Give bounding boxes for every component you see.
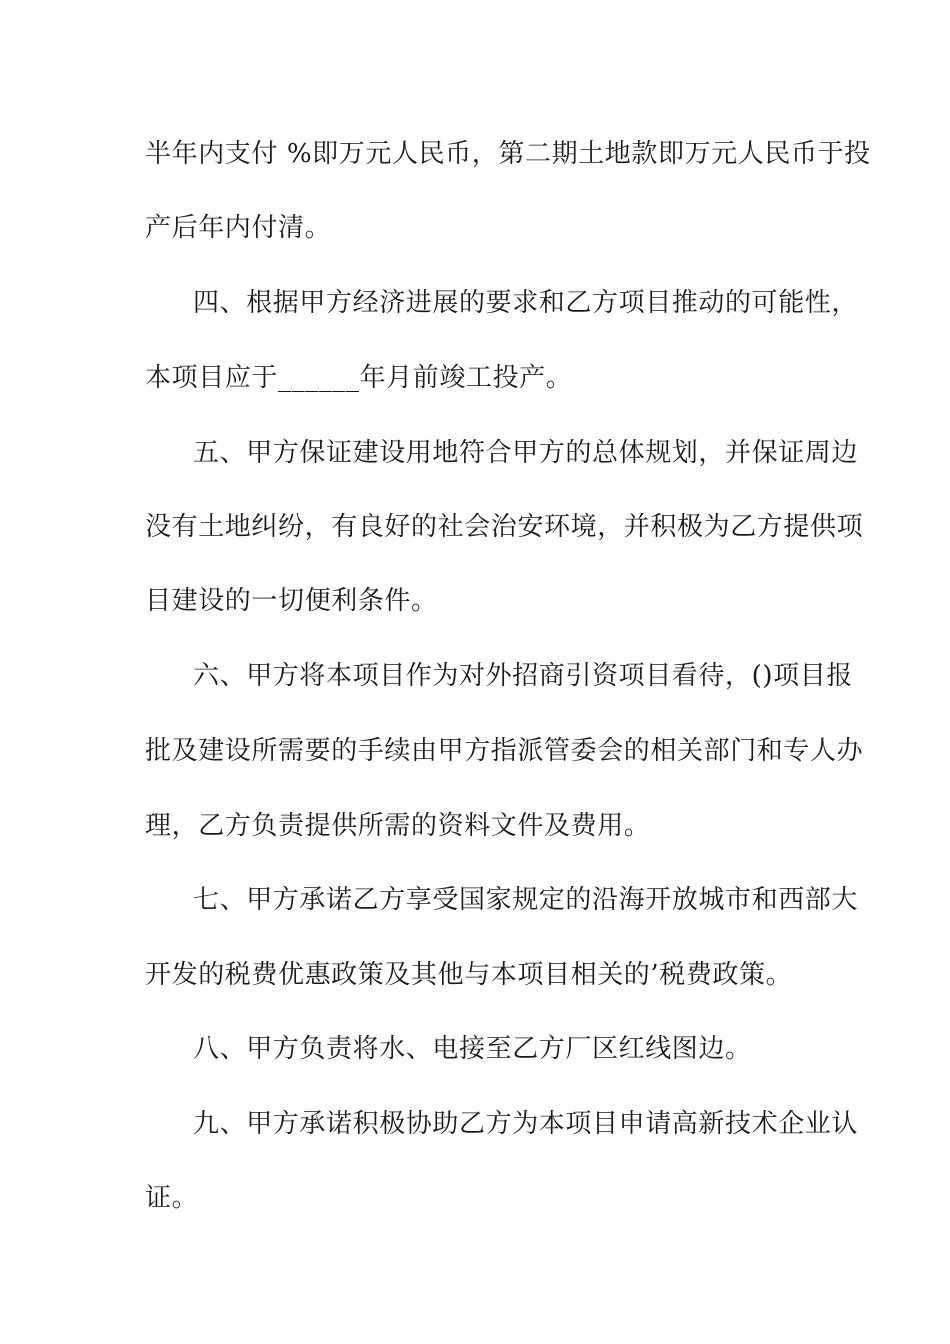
- clause-five-line: 五、甲方保证建设用地符合甲方的总体规划，并保证周边: [193, 438, 859, 468]
- paragraph-line: 批及建设所需要的手续由甲方指派管委会的相关部门和专人办: [145, 736, 864, 766]
- paragraph-line: 没有土地纠纷，有良好的社会治安环境，并积极为乙方提供项: [145, 512, 864, 542]
- clause-eight-line: 八、甲方负责将水、电接至乙方厂区红线图边。: [193, 1034, 752, 1064]
- clause-seven-line: 七、甲方承诺乙方享受国家规定的沿海开放城市和西部大: [193, 885, 859, 915]
- paragraph-line: 本项目应于______年月前竣工投产。: [145, 363, 573, 393]
- paragraph-line: 证。: [145, 1183, 199, 1213]
- paragraph-line: 开发的税费优惠政策及其他与本项目相关的’税费政策。: [145, 960, 793, 990]
- paragraph-line: 产后年内付清。: [145, 213, 332, 243]
- clause-six-line: 六、甲方将本项目作为对外招商引资项目看待，()项目报: [193, 661, 853, 691]
- paragraph-line: 目建设的一切便利条件。: [145, 586, 438, 616]
- paragraph-line: 半年内支付 %即万元人民币，第二期土地款即万元人民币于投: [145, 139, 871, 169]
- clause-four-line: 四、根据甲方经济进展的要求和乙方项目推动的可能性，: [193, 288, 859, 318]
- clause-nine-line: 九、甲方承诺积极协助乙方为本项目申请高新技术企业认: [193, 1109, 859, 1139]
- paragraph-line: 理，乙方负责提供所需的资料文件及费用。: [145, 811, 651, 841]
